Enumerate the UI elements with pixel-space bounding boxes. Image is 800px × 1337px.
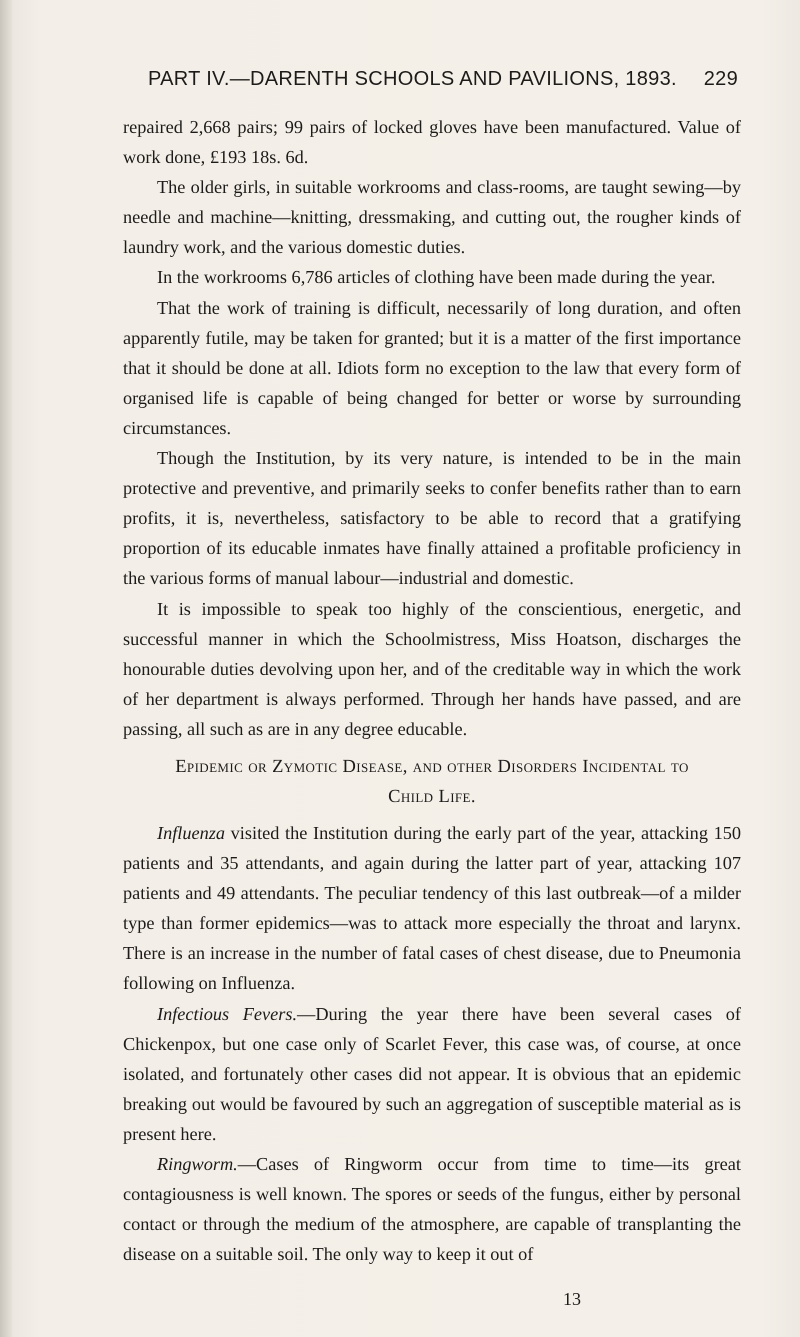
influenza-label: Influenza [157,822,226,843]
paragraph-workrooms: In the workrooms 6,786 articles of clothing have been made during the year. [157,267,716,288]
binding-shadow [0,0,12,1337]
paragraph-institution: Though the Institution, by its very nature, is intended to be in the main protective and preventive, and primarily seeks to confer benefits rather than to earn profits, it is, nevertheless, satisfactory to be able to record that a gratifying proportion of its educable inmates have finally attained a profitable proficiency in the various forms of manual labour—industrial and domestic. [123,448,741,589]
running-title: PART IV.—DARENTH SCHOOLS AND PAVILIONS, 1893. [148,68,677,90]
section-heading-line-1: Epidemic or Zymotic Disease, and other Disorders Incidental to [175,756,689,777]
section-heading [123,752,741,812]
paragraph-schoolmistress: It is impossible to speak too highly of the conscientious, energetic, and successful manner in which the Schoolmistress, Miss Hoatson, discharges the honourable duties devolving upon her, and of the creditable way in which the work of her department is always performed. Through her hands have passed, and are passing, all such as are in any degree educable. [123,598,741,739]
influenza-text: visited the Institution during the early part of the year, attacking 150 patients and 35 attendants, and again during the latter part of year, attacking 107 patients and 49 attendants. The peculiar tendency of this last outbreak—of a milder type than former epidemics—was to attack more especially the throat and larynx. There is an increase in the number of fatal cases of chest disease, due to Pneumonia following on Influenza. [123,822,741,994]
ringworm-text: —Cases of Ringworm occur from time to time—its great contagiousness is well known. The spores or seeds of the fungus, either by personal contact or through the medium of the atmosphere, are capable of transplanting the disease on a suitable soil. The only way to keep it out of [123,1154,741,1265]
infectious-fevers-text: —During the year there have been several cases of Chickenpox, but one case only of Scarlet Fever, this case was, of course, at once isolated, and fortunately other cases did not appear. It is obvious that an epidemic breaking out would be favoured by such an aggregation of susceptible material as is present here. [123,1003,742,1144]
section-heading-line-2: Child Life. [388,786,476,807]
paragraph-training: That the work of training is difficult, necessarily of long duration, and often apparently futile, may be taken for granted; but it is a matter of the first importance that it should be done at all. Idiots form no exception to the law that every form of organised life is capable of being changed for better or worse by surrounding circumstances. [123,297,741,438]
infectious-fevers-label: Infectious Fevers. [157,1003,298,1024]
signature-mark: 13 [563,1289,581,1309]
running-header [0,68,800,98]
paragraph-infectious-fevers [123,999,741,1149]
ringworm-label: Ringworm. [157,1154,238,1174]
body-text [123,112,741,1269]
paragraph-older-girls: The older girls, in suitable workrooms and class-rooms, are taught sewing—by needle and machine—knitting, dressmaking, and cutting out, the rougher kinds of laundry work, and the various domestic duties. [123,177,741,258]
paragraph-gloves: repaired 2,668 pairs; 99 pairs of locked gloves have been manufactured. Value of work done, £193 18s. 6d. [123,117,741,168]
page-number: 229 [703,68,738,90]
paragraph-influenza [123,818,741,999]
paragraph-ringworm [123,1149,741,1269]
